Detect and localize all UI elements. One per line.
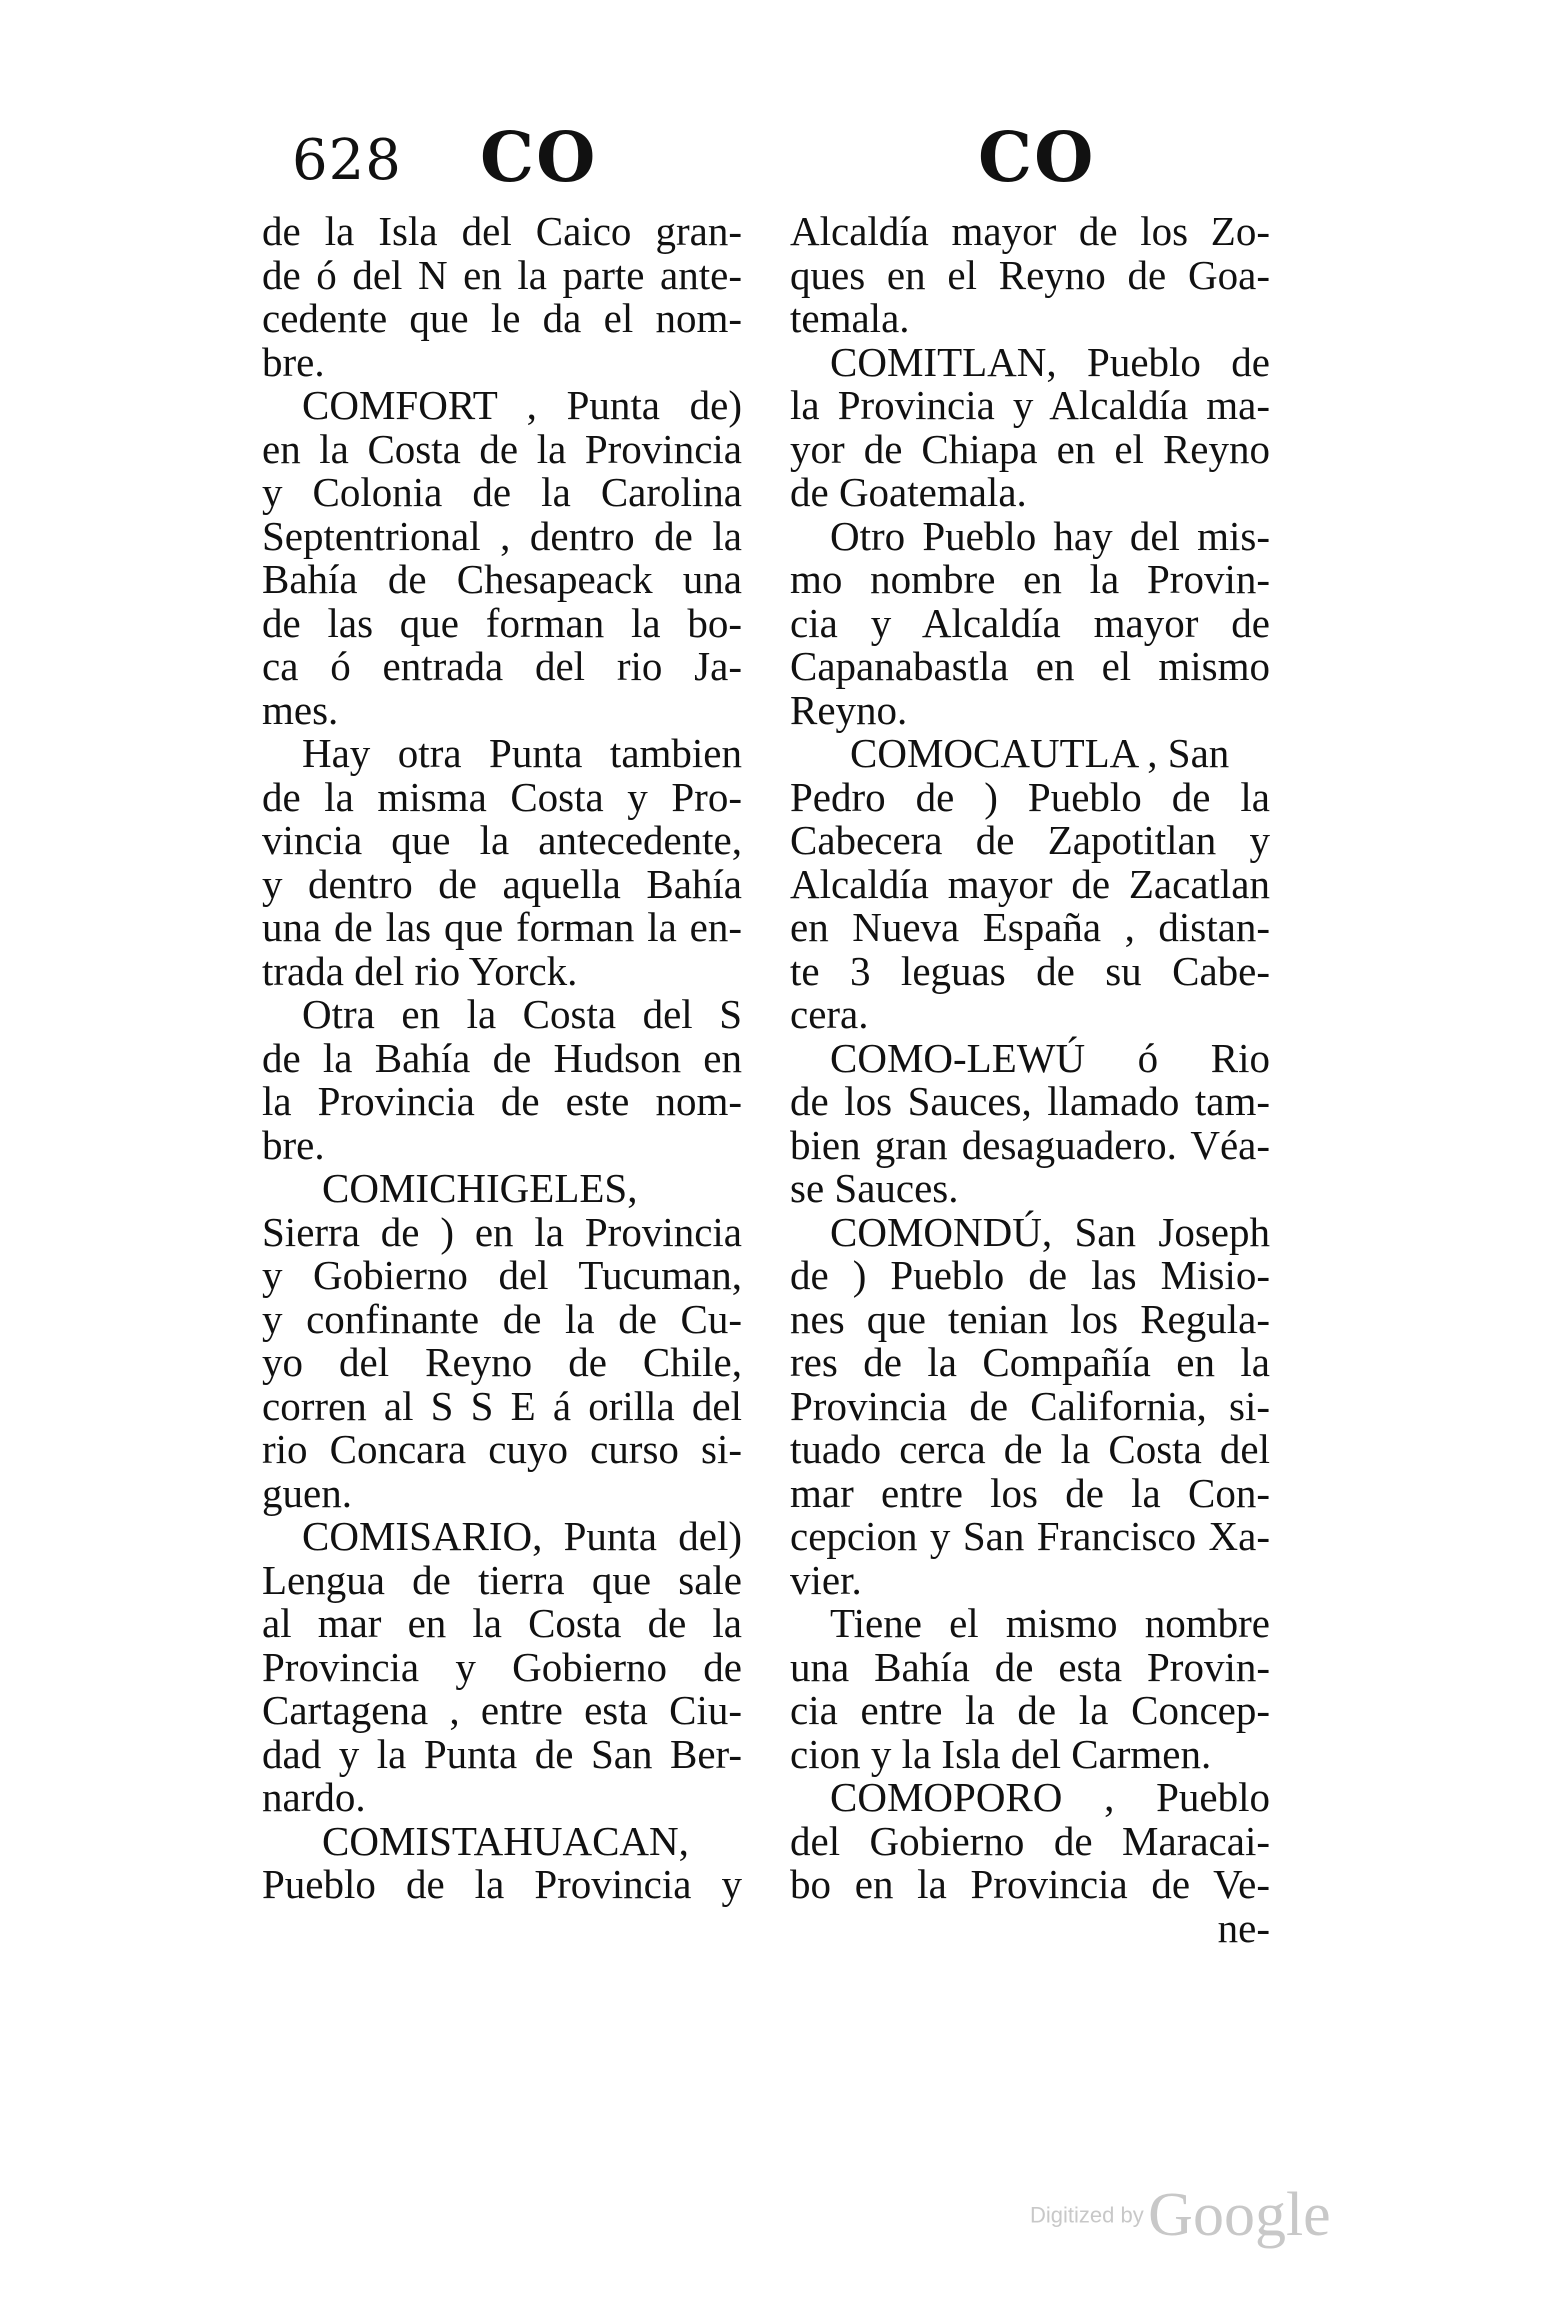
- text-line: rio Concara cuyo curso si-: [262, 1426, 742, 1472]
- text-line: se Sauces.: [790, 1165, 959, 1211]
- page-number: 628: [292, 128, 402, 193]
- text-line: de ) Pueblo de las Misio-: [790, 1252, 1270, 1298]
- text-line: Cabecera de Zapotitlan y: [790, 817, 1270, 863]
- text-line: Hay otra Punta tambien: [302, 730, 742, 776]
- text-line: COMOPORO , Pueblo: [830, 1774, 1270, 1820]
- text-line: Provincia y Gobierno de: [262, 1643, 742, 1690]
- text-line: mo nombre en la Provin-: [790, 556, 1270, 602]
- text-line: corren al S S E á orilla del: [262, 1382, 742, 1429]
- text-line: COMISARIO, Punta del): [302, 1513, 742, 1559]
- text-line: y dentro de aquella Bahía: [262, 860, 742, 907]
- text-line: cion y la Isla del Carmen.: [790, 1730, 1212, 1777]
- text-line: Reyno.: [790, 686, 908, 733]
- watermark-prefix: Digitized by: [1030, 2202, 1144, 2228]
- text-line: nardo.: [262, 1774, 366, 1820]
- text-line: de los Sauces, llamado tam-: [790, 1078, 1270, 1124]
- text-line: guen.: [262, 1469, 352, 1516]
- text-line: COMITLAN, Pueblo de: [830, 338, 1270, 385]
- text-line: Alcaldía mayor de Zacatlan: [790, 860, 1270, 907]
- text-line: ne-: [1217, 1904, 1270, 1951]
- text-line: Sierra de ) en la Provincia: [262, 1208, 742, 1255]
- text-line: la Provincia y Alcaldía ma-: [790, 382, 1270, 428]
- running-header-left: CO: [480, 118, 598, 198]
- text-line: del Gobierno de Maracai-: [790, 1817, 1270, 1864]
- text-line: Lengua de tierra que sale: [262, 1556, 742, 1603]
- text-line: res de la Compañía en la: [790, 1339, 1270, 1385]
- watermark-brand: Google: [1148, 2181, 1331, 2249]
- text-line: Cartagena , entre esta Ciu-: [262, 1687, 742, 1733]
- text-line: Septentrional , dentro de la: [262, 512, 742, 559]
- text-line: Capanabastla en el mismo: [790, 643, 1270, 689]
- text-line: bre.: [262, 338, 325, 385]
- text-line: mes.: [262, 686, 339, 733]
- text-line: COMICHIGELES,: [322, 1165, 638, 1211]
- left-text-column: [262, 210, 742, 1907]
- text-line: bo en la Provincia de Ve-: [790, 1861, 1270, 1907]
- text-line: de la Isla del Caico gran-: [262, 208, 742, 254]
- text-line: bre.: [262, 1121, 325, 1168]
- text-line: Otra en la Costa del S: [302, 991, 742, 1037]
- text-line: Pedro de ) Pueblo de la: [790, 773, 1270, 820]
- text-line: ques en el Reyno de Goa-: [790, 251, 1270, 298]
- text-line: cera.: [790, 991, 869, 1037]
- text-line: COMFORT , Punta de): [302, 382, 742, 428]
- text-line: COMO-LEWÚ ó Rio: [830, 1034, 1270, 1081]
- text-line: nes que tenian los Regula-: [790, 1295, 1270, 1342]
- text-line: una de las que forman la en-: [262, 904, 742, 950]
- text-line: de las que forman la bo-: [262, 599, 742, 646]
- text-line: COMISTAHUACAN,: [322, 1817, 689, 1864]
- text-line: Pueblo de la Provincia y: [262, 1861, 742, 1907]
- text-line: Tiene el mismo nombre: [830, 1600, 1270, 1646]
- text-line: trada del rio Yorck.: [262, 947, 578, 994]
- running-header-right: CO: [978, 118, 1096, 198]
- text-line: vincia que la antecedente,: [262, 817, 742, 863]
- text-line: una Bahía de esta Provin-: [790, 1643, 1270, 1690]
- text-line: en la Costa de la Provincia: [262, 425, 742, 472]
- text-line: de la Bahía de Hudson en: [262, 1034, 742, 1081]
- text-line: COMONDÚ, San Joseph: [830, 1208, 1270, 1255]
- text-line: ca ó entrada del rio Ja-: [262, 643, 742, 689]
- text-line: mar entre los de la Con-: [790, 1469, 1270, 1516]
- text-line: y confinante de la de Cu-: [262, 1295, 742, 1342]
- text-line: dad y la Punta de San Ber-: [262, 1730, 742, 1777]
- text-line: te 3 leguas de su Cabe-: [790, 947, 1270, 994]
- text-line: temala.: [790, 295, 910, 341]
- text-line: de ó del N en la parte ante-: [262, 251, 742, 298]
- right-text-column: [790, 210, 1270, 1950]
- text-line: yor de Chiapa en el Reyno: [790, 425, 1270, 472]
- text-line: cia y Alcaldía mayor de: [790, 599, 1270, 646]
- text-line: de Goatemala.: [790, 469, 1027, 515]
- text-line: Alcaldía mayor de los Zo-: [790, 208, 1270, 254]
- text-line: en Nueva España , distan-: [790, 904, 1270, 950]
- text-line: COMOCAUTLA , San: [850, 730, 1230, 776]
- text-line: bien gran desaguadero. Véa-: [790, 1121, 1270, 1168]
- text-line: yo del Reyno de Chile,: [262, 1339, 742, 1385]
- text-line: y Colonia de la Carolina: [262, 469, 742, 515]
- text-line: Bahía de Chesapeack una: [262, 556, 742, 602]
- text-line: la Provincia de este nom-: [262, 1078, 742, 1124]
- text-line: Provincia de California, si-: [790, 1382, 1270, 1429]
- text-line: y Gobierno del Tucuman,: [262, 1252, 742, 1298]
- digitized-watermark: [1030, 2180, 1331, 2251]
- text-line: cedente que le da el nom-: [262, 295, 742, 341]
- text-line: de la misma Costa y Pro-: [262, 773, 742, 820]
- text-line: vier.: [790, 1556, 862, 1603]
- text-line: cepcion y San Francisco Xa-: [790, 1513, 1270, 1559]
- text-line: al mar en la Costa de la: [262, 1600, 742, 1646]
- text-line: tuado cerca de la Costa del: [790, 1426, 1270, 1472]
- text-line: Otro Pueblo hay del mis-: [830, 512, 1270, 559]
- text-line: cia entre la de la Concep-: [790, 1687, 1270, 1733]
